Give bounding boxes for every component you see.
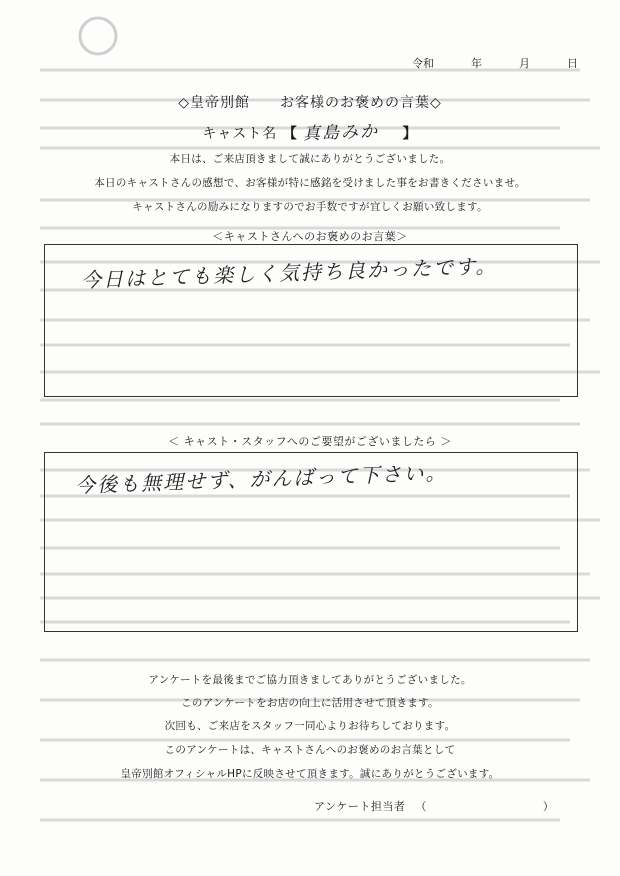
- request-answer-box[interactable]: [44, 452, 578, 632]
- intro-line-3: キャストさんの励みになりますのでお手数ですが宜しくお願い致します。: [132, 201, 488, 213]
- praise-answer-box[interactable]: [44, 244, 578, 397]
- closing-line-2: このアンケートをお店の向上に活用させて頂きます。: [181, 697, 439, 709]
- date-month: 月: [519, 57, 530, 70]
- cast-label: キャスト名: [202, 126, 278, 142]
- praise-answer-handwritten: 今日はとても楽しく気持ち良かったです。: [80, 253, 498, 293]
- date-era: 令和: [412, 57, 434, 70]
- closing-line-1: アンケートを最後までご協力頂きましてありがとうございました。: [148, 674, 472, 686]
- cast-name-handwritten: 真島みか: [302, 121, 380, 145]
- staff-paren-open: （: [415, 800, 427, 813]
- staff-label: アンケート担当者: [314, 800, 406, 813]
- intro-line-2: 本日のキャストさんの感想で、お客様が特に感銘を受けました事をお書きくださいませ。: [94, 177, 526, 189]
- request-answer-handwritten: 今後も無理せず、がんばって下さい。: [74, 460, 448, 498]
- cast-open-bracket: 【: [282, 126, 298, 142]
- staff-paren-close: ）: [542, 800, 555, 813]
- date-line: [412, 55, 578, 71]
- closing-line-5: 皇帝別館オフィシャルHPに反映させて頂きます。誠にありがとうございます。: [120, 768, 500, 780]
- praise-section-title: ＜キャストさんへのお褒めのお言葉＞: [212, 230, 408, 243]
- form-title: ◇皇帝別館 お客様のお褒めの言葉◇: [178, 95, 442, 111]
- cast-close-bracket: 】: [402, 126, 418, 142]
- date-day: 日: [567, 57, 578, 70]
- cast-name-line: [0, 118, 620, 143]
- request-section-title: ＜ キャスト・スタッフへのご要望がございましたら ＞: [168, 435, 452, 448]
- staff-signature-line: [314, 798, 554, 814]
- closing-line-3: 次回も、ご来店をスタッフ一同心よりお待ちしております。: [164, 720, 456, 732]
- date-year: 年: [471, 57, 482, 70]
- intro-line-1: 本日は、ご来店頂きまして誠にありがとうございました。: [169, 153, 451, 165]
- closing-line-4: このアンケートは、キャストさんへのお褒めのお言葉として: [164, 744, 456, 756]
